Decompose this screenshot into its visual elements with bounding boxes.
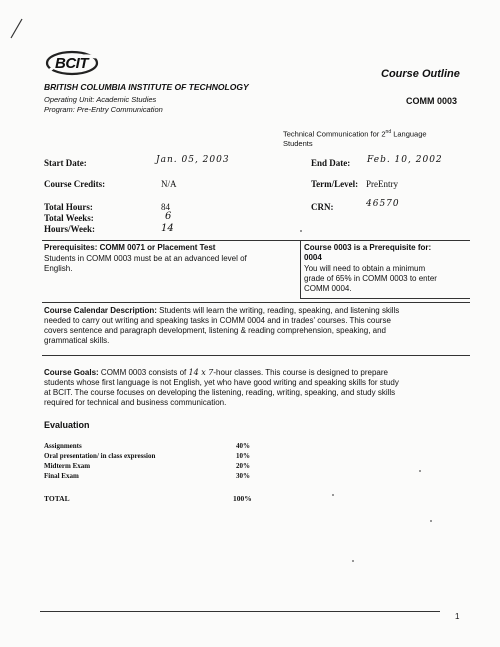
evaluation-total-label: TOTAL: [44, 494, 70, 503]
start-date-label: Start Date:: [44, 158, 87, 168]
description-line2: needed to carry out writing and speaking tasks in COMM 0004 and in trades' courses. This course: [44, 316, 391, 325]
prereq-for-body-line3: COMM 0004.: [304, 284, 352, 293]
course-title-sup: nd: [385, 129, 392, 135]
prereq-bottom-rule: [300, 298, 470, 299]
scan-speck: [430, 520, 432, 522]
course-description: [44, 306, 472, 346]
footer-rule: [40, 611, 440, 612]
crn-label: CRN:: [311, 202, 334, 212]
scan-speck: [300, 230, 302, 232]
course-goals: [44, 368, 472, 408]
end-date-value: Feb. 10, 2002: [367, 155, 443, 165]
pen-mark-icon: [8, 18, 24, 40]
credits-value: N/A: [161, 179, 177, 189]
term-value: PreEntry: [366, 179, 398, 189]
total-hours-value: 84: [161, 202, 170, 212]
evaluation-item-label: Midterm Exam: [44, 462, 91, 470]
prereq-title: Prerequisites: COMM 0071 or Placement Test: [44, 243, 216, 252]
term-label: Term/Level:: [311, 179, 359, 189]
prereq-body: [44, 254, 247, 274]
program-name: Program: Pre-Entry Communication: [44, 105, 163, 114]
description-line3: covers sentence and paragraph development, listening & reading comprehension, speaking, and: [44, 326, 386, 335]
start-date-value: Jan. 05, 2003: [156, 155, 230, 165]
course-title-line2: Students: [283, 138, 313, 148]
goals-label: Course Goals:: [44, 368, 99, 377]
prereq-for-title-line1: Course 0003 is a Prerequisite for:: [304, 243, 432, 252]
bcit-logo: [44, 48, 100, 78]
prereq-divider: [300, 240, 301, 298]
goals-line2: students whose first language is not English, yet who have good writing and speaking skills for study: [44, 378, 399, 387]
prereq-for-title: [304, 243, 431, 263]
credits-label: Course Credits:: [44, 179, 106, 189]
hours-per-week-label: Hours/Week:: [44, 224, 95, 234]
total-hours-label: Total Hours:: [44, 202, 93, 212]
scan-speck: [419, 470, 421, 472]
end-date-label: End Date:: [311, 158, 351, 168]
scan-speck: [352, 560, 354, 562]
description-line1: Students will learn the writing, reading, speaking, and listening skills: [156, 306, 400, 315]
prereq-for-title-line2: 0004: [304, 253, 322, 262]
description-top-rule: [42, 302, 470, 303]
page-number: 1: [455, 612, 460, 621]
course-code: COMM 0003: [406, 96, 458, 106]
evaluation-item-label: Assignments: [44, 442, 82, 450]
course-title-pre: Technical Communication for 2: [283, 129, 386, 139]
prereq-body-line2: English.: [44, 264, 73, 273]
course-title-post: Language: [391, 129, 427, 139]
goals-line3: at BCIT. The course focuses on developing the listening, reading, writing, speaking, and study skills: [44, 388, 396, 397]
description-line4: grammatical skills.: [44, 336, 110, 345]
prereq-top-rule: [42, 240, 470, 241]
bcit-logo-text: BCIT: [55, 55, 88, 72]
prereq-for-body-line2: grade of 65% in COMM 0003 to enter: [304, 274, 437, 283]
prereq-body-line1: Students in COMM 0003 must be at an advanced level of: [44, 254, 247, 263]
evaluation-item-label: Final Exam: [44, 472, 79, 480]
prereq-for-body: [304, 264, 437, 294]
hours-per-week-value: 14: [161, 223, 174, 234]
goals-line4: required for technical and business communication.: [44, 398, 227, 407]
evaluation-item-value: 10%: [236, 452, 250, 460]
evaluation-item-value: 40%: [236, 442, 250, 450]
evaluation-heading: Evaluation: [44, 420, 90, 430]
operating-unit: Operating Unit: Academic Studies: [44, 95, 157, 104]
doc-type-title: Course Outline: [381, 68, 460, 80]
evaluation-item-label: Oral presentation/ in class expression: [44, 452, 156, 460]
course-title: [283, 128, 427, 148]
goals-line1-post: -hour classes. This course is designed to prepare: [213, 368, 388, 377]
total-weeks-value: 6: [165, 211, 172, 222]
evaluation-item-value: 20%: [236, 462, 250, 470]
evaluation-item-value: 30%: [236, 472, 250, 480]
crn-value: 46570: [366, 199, 400, 209]
goals-line1-hand: 14 x 7: [188, 368, 214, 377]
prereq-for-body-line1: You will need to obtain a minimum: [304, 264, 426, 273]
institute-name: BRITISH COLUMBIA INSTITUTE OF TECHNOLOGY: [44, 82, 249, 92]
evaluation-total-value: 100%: [233, 494, 252, 503]
description-label: Course Calendar Description:: [44, 306, 157, 315]
goals-line1-pre: COMM 0003 consists of: [98, 368, 189, 377]
description-bottom-rule: [42, 355, 470, 356]
scan-speck: [332, 494, 334, 496]
total-weeks-label: Total Weeks:: [44, 213, 94, 223]
